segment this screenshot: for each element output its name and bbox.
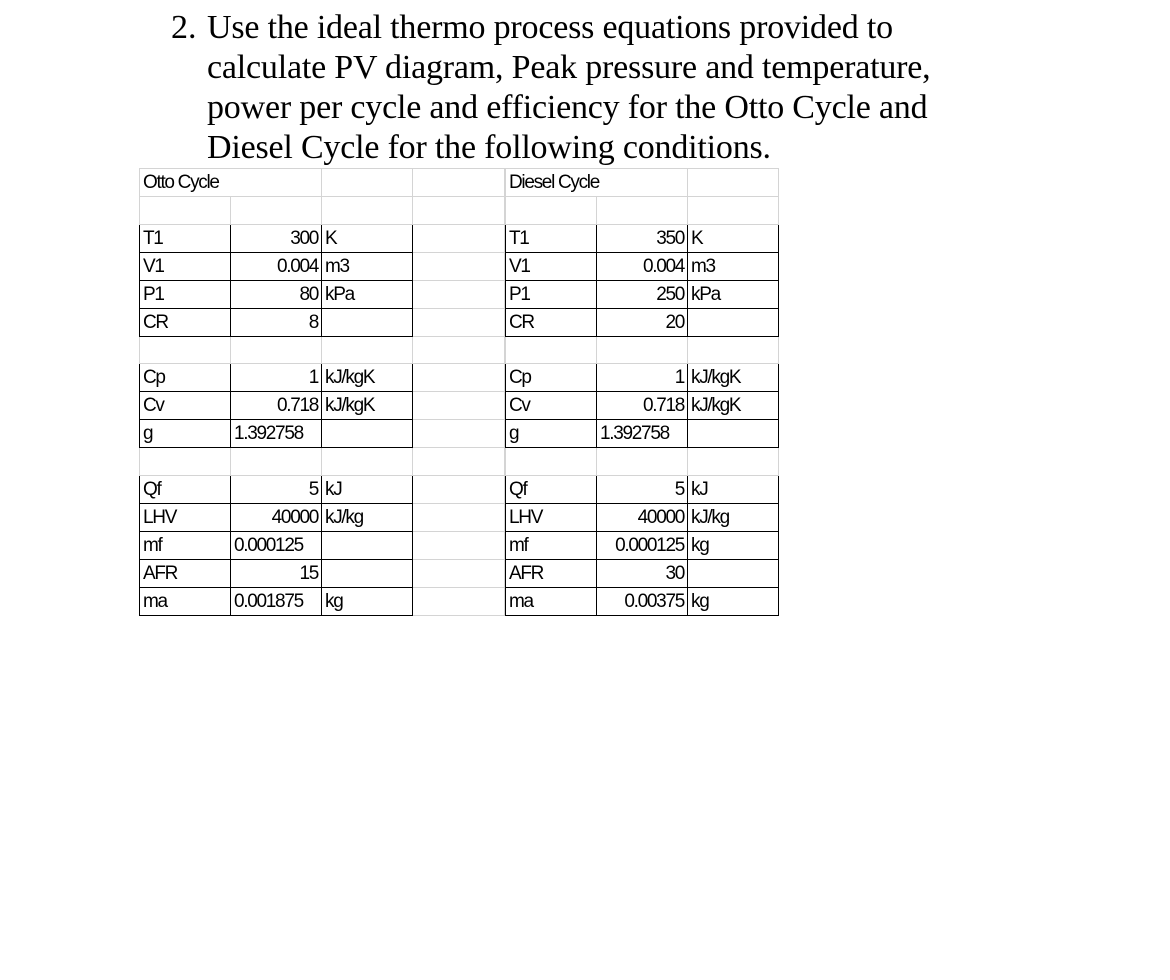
question-line: Use the ideal thermo process equations provided to	[207, 9, 893, 46]
param-unit: kJ/kg	[688, 503, 779, 531]
param-unit	[322, 420, 413, 448]
param-value: 1.392758	[597, 420, 688, 448]
param-unit	[688, 559, 779, 587]
table-row	[140, 503, 505, 531]
param-value: 30	[597, 559, 688, 587]
param-unit: K	[688, 224, 779, 252]
param-value: 0.004	[597, 252, 688, 280]
table-row	[506, 420, 779, 448]
table-row	[140, 587, 505, 615]
param-value: 0.00375	[597, 587, 688, 615]
param-value: 80	[231, 280, 322, 308]
param-value: 5	[231, 475, 322, 503]
param-value: 1	[231, 364, 322, 392]
param-label: LHV	[140, 503, 231, 531]
param-unit: kJ/kgK	[688, 392, 779, 420]
param-label: Qf	[506, 475, 597, 503]
param-value: 8	[231, 308, 322, 336]
param-label: CR	[506, 308, 597, 336]
param-value: 1.392758	[231, 420, 322, 448]
param-value: 15	[231, 559, 322, 587]
param-unit	[322, 559, 413, 587]
param-value: 5	[597, 475, 688, 503]
param-label: T1	[140, 224, 231, 252]
param-label: V1	[140, 252, 231, 280]
table-row	[140, 559, 505, 587]
param-value: 20	[597, 308, 688, 336]
param-unit: kJ/kgK	[688, 364, 779, 392]
param-value: 0.001875	[231, 587, 322, 615]
param-label: g	[140, 420, 231, 448]
param-unit: m3	[322, 252, 413, 280]
param-unit: kg	[688, 531, 779, 559]
param-unit	[688, 308, 779, 336]
table-row	[140, 364, 505, 392]
param-unit: K	[322, 224, 413, 252]
param-label: Qf	[140, 475, 231, 503]
param-unit	[688, 420, 779, 448]
question-line: power per cycle and efficiency for the Otto Cycle and	[207, 89, 928, 126]
otto-cycle-table	[139, 168, 505, 616]
param-value: 40000	[597, 503, 688, 531]
param-label: ma	[140, 587, 231, 615]
param-label: P1	[140, 280, 231, 308]
param-label: CR	[140, 308, 231, 336]
table-row	[506, 475, 779, 503]
table-row	[506, 308, 779, 336]
param-value: 0.718	[597, 392, 688, 420]
table-row	[506, 252, 779, 280]
question-number: 2.	[171, 9, 197, 46]
table-row	[140, 420, 505, 448]
table-row	[506, 587, 779, 615]
param-value: 0.000125	[231, 531, 322, 559]
param-value: 250	[597, 280, 688, 308]
param-value: 40000	[231, 503, 322, 531]
question-line: Diesel Cycle for the following conditions.	[207, 129, 771, 166]
param-unit: kJ/kgK	[322, 392, 413, 420]
param-unit: kJ	[688, 475, 779, 503]
question-line: calculate PV diagram, Peak pressure and temperature,	[207, 49, 931, 86]
question-text	[171, 8, 991, 168]
param-value: 0.004	[231, 252, 322, 280]
param-unit: kg	[688, 587, 779, 615]
param-unit: kJ	[322, 475, 413, 503]
param-unit	[322, 531, 413, 559]
param-unit: kJ/kgK	[322, 364, 413, 392]
param-unit: kJ/kg	[322, 503, 413, 531]
param-label: Cp	[506, 364, 597, 392]
param-label: mf	[140, 531, 231, 559]
param-label: T1	[506, 224, 597, 252]
param-unit: m3	[688, 252, 779, 280]
table-row	[140, 224, 505, 252]
table-row	[140, 280, 505, 308]
param-label: P1	[506, 280, 597, 308]
diesel-cycle-title: Diesel Cycle	[506, 169, 688, 197]
table-row	[506, 280, 779, 308]
param-label: Cv	[506, 392, 597, 420]
table-row	[506, 559, 779, 587]
param-value: 350	[597, 224, 688, 252]
table-row	[506, 224, 779, 252]
param-value: 0.000125	[597, 531, 688, 559]
param-label: g	[506, 420, 597, 448]
table-row	[140, 531, 505, 559]
param-label: ma	[506, 587, 597, 615]
table-row	[140, 252, 505, 280]
param-value: 1	[597, 364, 688, 392]
otto-cycle-title: Otto Cycle	[140, 169, 322, 197]
param-label: LHV	[506, 503, 597, 531]
table-row	[140, 475, 505, 503]
table-row	[506, 531, 779, 559]
table-row	[506, 392, 779, 420]
param-unit: kPa	[688, 280, 779, 308]
param-unit	[322, 308, 413, 336]
param-unit: kg	[322, 587, 413, 615]
param-label: mf	[506, 531, 597, 559]
param-value: 0.718	[231, 392, 322, 420]
table-row	[140, 308, 505, 336]
param-label: AFR	[140, 559, 231, 587]
table-row	[506, 364, 779, 392]
table-row	[506, 503, 779, 531]
param-label: Cp	[140, 364, 231, 392]
diesel-cycle-table	[505, 168, 779, 616]
table-row	[140, 392, 505, 420]
param-label: Cv	[140, 392, 231, 420]
param-label: AFR	[506, 559, 597, 587]
param-label: V1	[506, 252, 597, 280]
param-value: 300	[231, 224, 322, 252]
param-unit: kPa	[322, 280, 413, 308]
